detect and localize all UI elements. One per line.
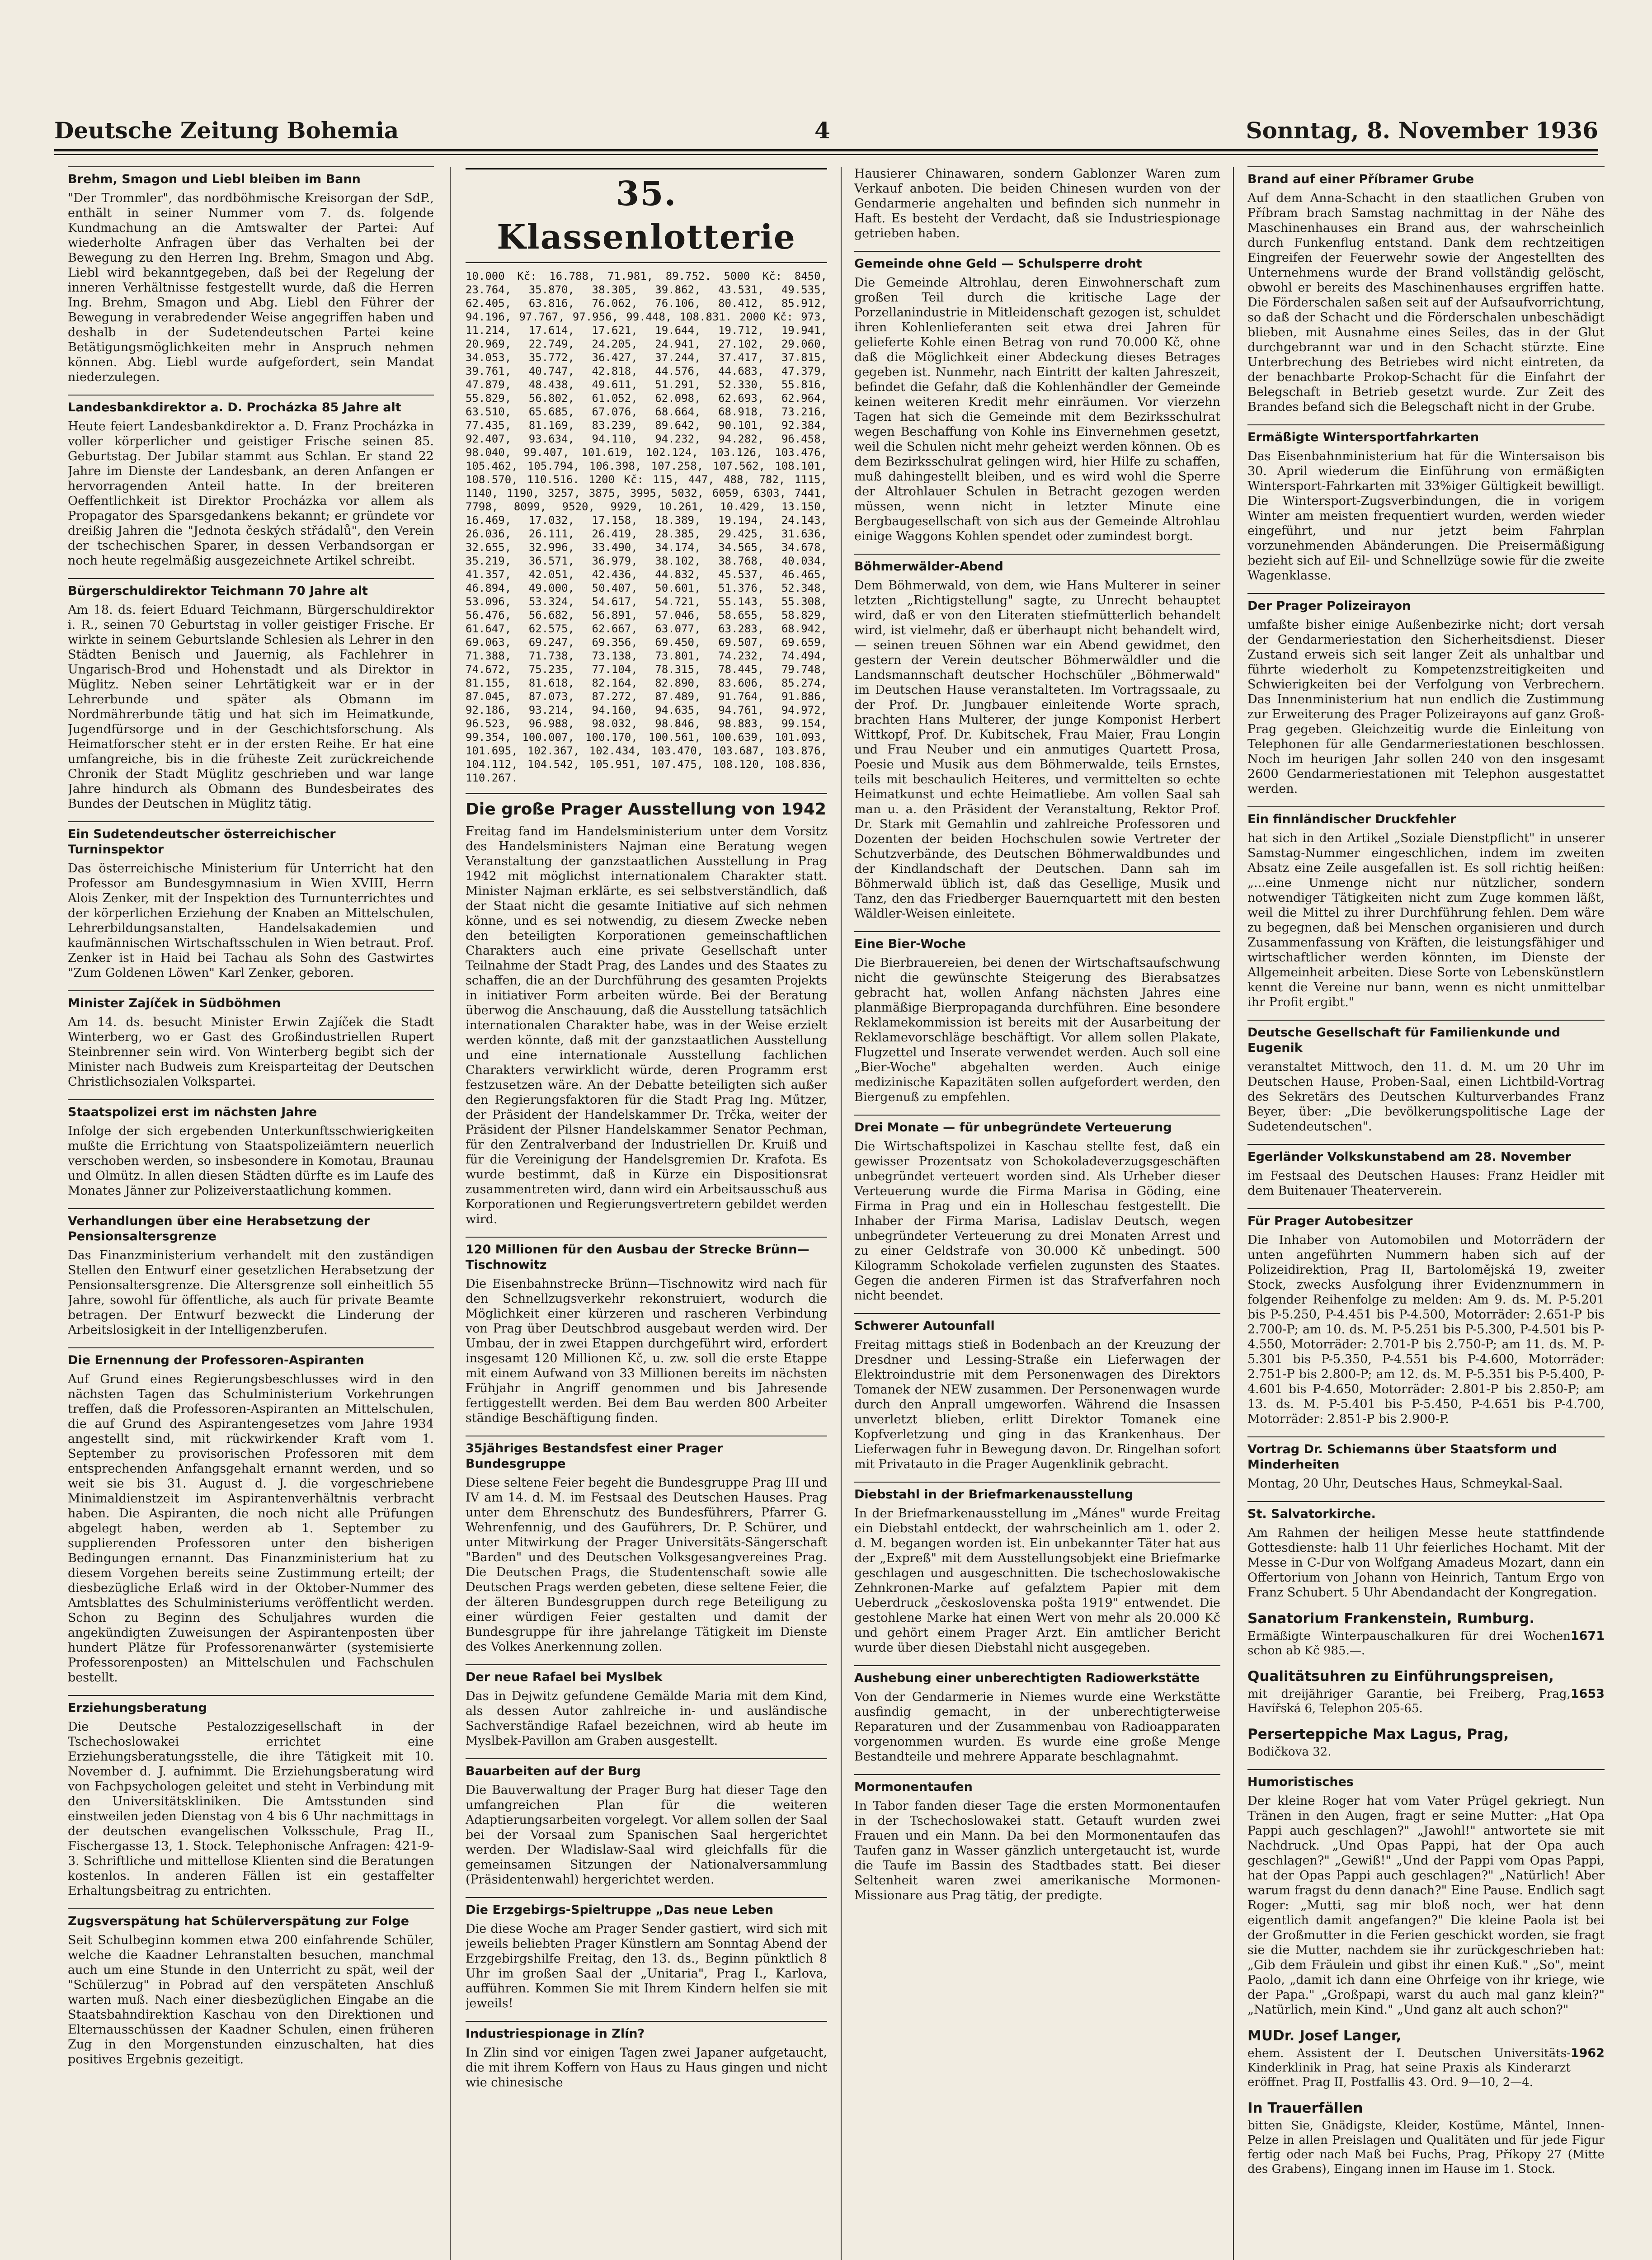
ad-title: Sanatorium Frankenstein, Rumburg. [1247, 1610, 1535, 1627]
article-headline: Bürgerschuldirektor Teichmann 70 Jahre alt [68, 578, 434, 599]
article [68, 578, 434, 811]
article [1247, 1208, 1605, 1427]
article-body: Freitag mittags stieß in Bodenbach an der Kreuzung der Dresdner und Lessing-Straße ein Lieferwagen der Elektroindustrie mit dem Personenwagen des Direktors Tomanek der NEW zusammen. Der Personenwagen wurde durch den Anprall umgeworfen. Während die Insassen unverletzt blieben, erlitt Direktor Tomanek eine Kopfverletzung und ging in das Krankenhaus. Der Lieferwagen fuhr in Bewegung davon. Dr. Ringelhan sofort mit Privatauto in die Prager Augenklinik gebracht. [854, 1338, 1220, 1471]
article-headline: Die große Prager Ausstellung von 1942 [466, 793, 827, 819]
humor-headline: Humoristisches [1247, 1769, 1605, 1790]
column-4 [1247, 166, 1605, 2260]
article [466, 1436, 827, 1654]
article [854, 1115, 1220, 1303]
article-headline: Egerländer Volkskunstabend am 28. November [1247, 1144, 1605, 1165]
article-body: Am Rahmen der heiligen Messe heute stattfindende Gottesdienste: halb 11 Uhr feierliches Hochamt. Mit der Messe in C-Dur von Wolfgang Amadeus Mozart, dann ein Offertorium von Johann von Heinrich, Tantum Ergo von Franz Schubert. 5 Uhr Abendandacht der Kongregation. [1247, 1526, 1605, 1600]
column-rule [841, 167, 842, 2260]
ad-title: MUDr. Josef Langer, [1247, 2028, 1402, 2044]
article-headline: Zugsverspätung hat Schülerverspätung zur Folge [68, 1908, 434, 1929]
article-body: hat sich in den Artikel „Soziale Dienstpflicht" in unserer Samstag-Nummer eingeschlichen, indem im zweiten Absatz eine Zeile ausgefallen ist. Es soll richtig heißen: „...eine Unmenge nicht nur nützlicher, sondern notwendiger Tätigkeiten nicht zum Zuge kommen läßt, weil die Mittel zu ihrer Durchführung fehlen. Dem wäre zu begegnen, daß bei Menschen organisieren und durch Zusammenfassung von Kräften, die leistungsfähiger und wirtschaftlicher werden könnten, im Dienste der Allgemeinheit arbeiten. Diese Sorte von Lebenskünstlern kennt die Vereine nur bann, wenn es nicht unmittelbar ihr Profit ergibt." [1247, 831, 1605, 1009]
article [68, 166, 434, 385]
page-number: 4 [814, 117, 830, 144]
article-body: Die diese Woche am Prager Sender gastiert, wird sich mit jeweils beliebten Prager Künstlern am Sonntag Abend der Erzgebirgshilfe Freitag, den 13. ds., Beginn pünktlich 8 Uhr im großen Saal der „Unitaria", Prag I., Karlova, aufführen. Kommen Sie mit Ihrem Kindern helfen sie mit jeweils! [466, 1922, 827, 2010]
article-body: Infolge der sich ergebenden Unterkunftsschwierigkeiten mußte die Errichtung von Staatspolizeiämtern neuerlich verschoben werden, so insbesondere in Komotau, Braunau und Olmütz. In allen diesen Städten dürfte es im Laufe des Monates Jänner zur Polizeiverstaatlichung kommen. [68, 1124, 434, 1198]
article-headline: Aushebung einer unberechtigten Radiowerkstätte [854, 1665, 1220, 1686]
article [1247, 1436, 1605, 1491]
article-body: Die Wirtschaftspolizei in Kaschau stellte fest, daß ein gewisser Prozentsatz von Schokoladeverzugsgeschäften unbegründet verteuert worden sind. Als Urheber dieser Verteuerung wurde die Firma Marisa in Göding, eine Firma in Prag und ein in Holleschau festgestellt. Die Inhaber der Firma Marisa, Ladislav Deutsch, wegen unbegründeter Verteuerung zu drei Monaten Arrest und zu einer Geldstrafe von 30.000 Kč unbedingt. 500 Kilogramm Schokolade verfielen zugunsten des Staates. Gegen die anderen Firmen ist das Strafverfahren noch nicht beendet. [854, 1139, 1220, 1303]
article-body: In Zlin sind vor einigen Tagen zwei Japaner aufgetaucht, die mit ihrem Koffern von Haus zu Haus gingen und nicht wie chinesische [466, 2046, 827, 2090]
article-body: Die Bierbrauereien, bei denen der Wirtschaftsaufschwung nicht die gewünschte Steigerung des Bierabsatzes gebracht hat, wollen Anfang nächsten Jahres eine planmäßige Bierpropaganda durchführen. Eine besondere Reklamekommission ist bereits mit der Ausarbeitung der Reklamevorschläge beschäftigt. Vor allem sollen Plakate, Flugzettel und Inserate verwendet werden. Auch soll eine „Bier-Woche" abgehalten werden. Auch einige medizinische Kapazitäten sollen aufgefordert werden, den Biergenuß zu empfehlen. [854, 956, 1220, 1104]
article-body: umfaßte bisher einige Außenbezirke nicht; dort versah der Gendarmeriestation den Sicherheitsdienst. Dieser Zustand erweis sich seit langer Zeit als unhaltbar und führte wiederholt zu Kompetenzstreitigkeiten und Schwierigkeiten bei der Verfolgung von Verbrechern. Das Innenministerium hat nun endlich die Zustimmung zur Erweiterung des Prager Polizeirayons auf ganz Groß-Prag gegeben. Gleichzeitig wurde die Einleitung von Telephonen für alle Gendarmeriestationen beschlossen. Noch im heurigen Jahr sollen 240 von den insgesamt 2600 Gendarmeriestationen mit Telephon ausgestattet werden. [1247, 618, 1605, 796]
article-body: Diese seltene Feier begeht die Bundesgruppe Prag III und IV am 14. d. M. im Festsaal des Deutschen Hauses. Prag unter dem Ehrenschutz des Bundesführers, Pfarrer G. Wehrenfennig, und des Gauführers, Dr. P. Schürer, und unter Mitwirkung der Prager Universitäts-Sängerschaft "Barden" und des Deutschen Volksgesangvereines Prag. Die Deutschen Prags, die Studentenschaft sowie alle Deutschen Prags werden gebeten, diese seltene Feier, die der älteren Bundesgruppen durch rege Beteiligung zu einer würdigen Feier gestalten und damit der Bundesgruppe für ihre jahrelange Tätigkeit im Dienste des Volkes Anerkennung zollen. [466, 1476, 827, 1654]
article [68, 821, 434, 980]
masthead [54, 103, 1598, 144]
article-body: Die Gemeinde Altrohlau, deren Einwohnerschaft zum großen Teil durch die kritische Lage der Porzellanindustrie in Mitleidenschaft gezogen ist, schuldet ihren Kohlenlieferanten seit etwa drei Jahren für gelieferte Kohle einen Betrag von rund 70.000 Kč, ohne daß die Möglichkeit einer Abdeckung dieses Betrages gegeben ist. Nunmehr, nach Eintritt der kalten Jahreszeit, befindet die Gefahr, daß die Kohlenhändler der Gemeinde keinen weiteren Kredit mehr einräumen. Vor vierzehn Tagen hat sich die Gemeinde mit dem Bezirksschulrat wegen Beschaffung von Kohle ins Einvernehmen gesetzt, weil die Schulen nicht mehr geheizt werden können. Ob es dem Bezirksschulrat gelingen wird, hier Hilfe zu schaffen, muß dahingestellt bleiben, und es wird wohl die Sperre der Altrohlauer Schulen in Betracht gezogen werden müssen, wenn nicht in letzter Minute eine Bergbaugesellschaft von sich aus der Gemeinde Altrohlau einige Waggons Kohlen spendet oder zumindest borgt. [854, 276, 1220, 543]
lottery-numbers: 10.000 Kč: 16.788, 71.981, 89.752. 5000 Kč: 8450, 23.764, 35.870, 38.305, 39.862, 43.531, 49.535, 62.405, 63.816, 76.062, 76.106, 80.412, 85.912, 94.196, 97.767, 97.956, 99.448, 108.831. 2000 Kč: 973, 11.214, 17.614, 17.621, 19.644, 19.712, 19.941, 20.969, 22.749, 24.205, 24.941, 27.102, 29.060, 34.053, 35.772, 36.427, 37.244, 37.417, 37.815, 39.761, 40.747, 42.818, 44.576, 44.683, 47.379, 47.879, 48.438, 49.611, 51.291, 52.330, 55.816, 55.829, 56.802, 61.052, 62.098, 62.693, 62.964, 63.510, 65.685, 67.076, 68.664, 68.918, 73.216, 77.435, 81.169, 83.239, 89.642, 90.101, 92.384, 92.407, 93.634, 94.110, 94.232, 94.282, 96.458, 98.040, 99.407, 101.619, 102.124, 103.126, 103.476, 105.462, 105.794, 106.398, 107.258, 107.562, 108.101, 108.570, 110.516. 1200 Kč: 115, 447, 488, 782, 1115, 1140, 1190, 3257, 3875, 3995, 5032, 6059, 6303, 7441, 7798, 8099, 9520, 9929, 10.261, 10.429, 13.150, 16.469, 17.032, 17.158, 18.389, 19.194, 24.143, 26.036, 26.111, 26.419, 28.385, 29.425, 31.636, 32.655, 32.996, 33.490, 34.174, 34.565, 34.678, 35.219, 36.571, 36.979, 38.102, 38.768, 40.034, 41.357, 42.051, 42.436, 44.832, 45.537, 46.465, 46.894, 49.000, 50.407, 50.601, 51.376, 52.348, 53.096, 53.324, 54.617, 54.721, 55.143, 55.308, 56.476, 56.682, 56.891, 57.046, 58.655, 58.829, 61.647, 62.575, 62.667, 63.077, 63.283, 68.942, 69.063, 69.247, 69.356, 69.450, 69.507, 69.659, 71.388, 71.738, 73.138, 73.801, 74.232, 74.494, 74.672, 75.235, 77.104, 78.315, 78.445, 79.748, 81.155, 81.618, 82.164, 82.890, 83.606, 85.274, 87.045, 87.073, 87.272, 87.489, 91.764, 91.886, 92.186, 93.214, 94.160, 94.635, 94.761, 94.972, 96.523, 96.988, 98.032, 98.846, 98.883, 99.154, 99.354, 100.007, 100.170, 100.561, 100.639, 101.093, 101.695, 102.367, 102.434, 103.470, 103.687, 103.876, 104.112, 104.542, 105.951, 107.475, 108.120, 108.836, 110.267. [466, 270, 827, 784]
ad-row [1247, 1745, 1605, 1759]
article [1247, 593, 1605, 796]
issue-date: Sonntag, 8. November 1936 [1246, 117, 1598, 144]
article-body: Die Bauverwaltung der Prager Burg hat dieser Tage den umfangreichen Plan für die weiteren Adaptierungsarbeiten vorgelegt. Vor allem sollen der Saal bei der Vorsaal zum Spanischen Saal hergerichtet werden. Der Wladislaw-Saal wird gleichfalls für die gemeinsamen Sitzungen der Nationalversammlung (Präsidentenwahl) hergerichtet werden. [466, 1783, 827, 1887]
ad-text: Bodičkova 32. [1247, 1745, 1332, 1759]
article [68, 1908, 434, 2067]
column-2 [466, 166, 827, 2260]
article [466, 1664, 827, 1748]
classified-ad [1247, 2027, 1605, 2090]
ad-row [1247, 1629, 1605, 1658]
article-body: Am 18. ds. feiert Eduard Teichmann, Bürgerschuldirektor i. R., seinen 70 Geburtstag in voller geistiger Frische. Er wirkte in seinem Geburtslande Schlesien als Lehrer in den Städten Benisch und Jauernig, als Fachlehrer in Ungarisch-Brod und Hohenstadt und als Direktor in Müglitz. Neben seiner Lehrtätigkeit war er in der Lehrerbunde und später als Obmann im Nordmährerbunde tätig und hat sich im Heimatkunde, Jugendfürsorge und in der Geschichtsforschung. Als Heimatforscher steht er in der ersten Reihe. Er hat eine umfangreiche, bis in die früheste Zeit zurückreichende Chronik der Stadt Müglitz geschrieben und war lange Jahre hindurch als Obmann des Bundesbeirates des Bundes der Deutschen in Müglitz tätig. [68, 603, 434, 811]
article-headline: St. Salvatorkirche. [1247, 1501, 1605, 1522]
article-headline: Erziehungsberatung [68, 1695, 434, 1716]
ad-text: Ermäßigte Winterpauschalkuren für drei Wochen schon ab Kč 985.—. [1247, 1629, 1571, 1657]
article-headline: Brehm, Smagon und Liebl bleiben im Bann [68, 166, 434, 187]
column-rule [1233, 167, 1234, 2260]
lottery-title: 35. Klassenlotterie [466, 168, 827, 263]
article-body: Heute feiert Landesbankdirektor a. D. Franz Procházka in voller körperlicher und geistiger Frische seinen 85. Geburtstag. Der Jubilar stammt aus Schlan. Er stand 22 Jahre im Dienste der Landesbank, an deren Anfangen er hervorragenden Anteil hatte. In der breiteren Oeffentlichkeit ist Direktor Procházka vor allem als Propagator des Sparsgedankens bekannt; er gründete vor dreißig Jahren die "Jednota českých střádalů", den Verein der tschechischen Sparer, in dessen Verbandsorgan er noch heute regelmäßig ausgezeichnete Artikel schreibt. [68, 419, 434, 568]
article [466, 1237, 827, 1426]
article-headline: Ein finnländischer Druckfehler [1247, 806, 1605, 827]
column-3 [854, 166, 1220, 2260]
article-headline: Schwerer Autounfall [854, 1313, 1220, 1334]
article-headline: Die Ernennung der Professoren-Aspiranten [68, 1347, 434, 1368]
article-headline: Der neue Rafael bei Myslbek [466, 1664, 827, 1685]
article [854, 554, 1220, 921]
article-body: In der Briefmarkenausstellung im „Mánes" wurde Freitag ein Diebstahl entdeckt, der wahrscheinlich am 1. oder 2. d. M. begangen worden ist. Ein unbekannter Täter hat aus der „Expreß" mit dem Ausstellungsobjekt eine Briefmarke geschlagen und ausgeschnitten. Die tschechoslowakische Zehnkronen-Marke auf gefalztem Papier mit dem Ueberdruck „československa pošta 1919" entwendet. Die gestohlene Marke hat einen Wert von mehr als 20.000 Kč und gehört einem Prager Arzt. Ein amtlicher Bericht wurde über diesen Diebstahl nicht ausgegeben. [854, 1507, 1220, 1655]
article-body: Auf dem Anna-Schacht in den staatlichen Gruben von Příbram brach Samstag nachmittag in der Nähe des Maschinenhauses ein Brand aus, der wahrscheinlich durch Funkenflug entstand. Dank dem rechtzeitigen Eingreifen der Feuerwehr sowie der Angestellten des Unternehmens wurde der Brand vollständig gelöscht, obwohl er bereits des Maschinenhauses ergriffen hatte. Die Förderschalen saßen seit auf der Aufsaufvorrichtung, so daß der Schacht und die Förderschalen unbeschädigt blieben, mit Ausnahme eines Seiles, das in der Glut durchgebrannt war und in den Schacht stürzte. Eine Unterbrechung des Betriebes wird nicht eintreten, da der benachbarte Prokop-Schacht für die Einfahrt der Belegschaft in Betrieb gesetzt wurde. Zur Zeit des Brandes befand sich die Belegschaft nicht in der Grube. [1247, 191, 1605, 414]
article [1247, 166, 1605, 414]
article-headline: Diebstahl in der Briefmarkenausstellung [854, 1482, 1220, 1502]
article-headline: Vortrag Dr. Schiemanns über Staatsform und Minderheiten [1247, 1436, 1605, 1473]
ad-row [1247, 2119, 1605, 2176]
ad-title: Perserteppiche Max Lagus, Prag, [1247, 1726, 1509, 1742]
article-body: Am 14. ds. besucht Minister Erwin Zajíček die Stadt Winterberg, wo er Gast des Großindustriellen Rupert Steinbrenner sein wird. Von Winterberg begibt sich der Minister nach Budweis zum Kreisparteitag der Deutschen Christlichsozialen Volkspartei. [68, 1015, 434, 1089]
article-headline: Industriespionage in Zlín? [466, 2021, 827, 2042]
article [854, 1482, 1220, 1655]
article-body: Das in Dejwitz gefundene Gemälde Maria mit dem Kind, als dessen Autor zahlreiche in- und ausländische Sachverständige Rafael bezeichnen, wird ab heute im Myslbek-Pavillon am Graben ausgestellt. [466, 1689, 827, 1748]
article [466, 2021, 827, 2090]
article [1247, 1020, 1605, 1134]
article [68, 1099, 434, 1198]
article-body: Freitag fand im Handelsministerium unter dem Vorsitz des Handelsministers Najman eine Beratung wegen Veranstaltung der ganzstaatlichen Ausstellung in Prag 1942 mit möglichst internationalem Charakter statt. Minister Najman erklärte, es sei selbstverständlich, daß der Staat nicht die gesamte Initiative auf sich nehmen könne, und es sei notwendig, zu diesem Zwecke neben den beteiligten Korporationen gemeinschaftlichen Charakters auch eine private Gesellschaft unter Teilnahme der Stadt Prag, des Landes und des Staates zu schaffen, die an der Durchführung des gesamten Projekts in initiativer Form arbeiten würde. Bei der Beratung überwog die Anschauung, daß die Ausstellung tatsächlich internationalen Charakter habe, was in der Weise erzielt werden könnte, daß mit der ganzstaatlichen Ausstellung und eine internationale Ausstellung fachlichen Charakters verwirklicht würde, deren Programm erst festzusetzen wäre. An der Debatte beteiligten sich außer den Regierungsfaktoren für die Stadt Prag Ing. Műtzer, der Präsident der Handelskammer Dr. Trčka, weiter der Präsident der Pilsner Handelskammer Senator Pechman, für den Zentralverband der Industriellen Dr. Kruiß und für die Vereinigung der Handelsgremien Dr. Krafota. Es wurde bestimmt, daß in Kürze ein Dispositionsrat zusammentreten wird, dann wird ein Arbeitsausschuß aus Korporationen und Regierungsvertretern gebildet werden wird. [466, 824, 827, 1226]
article-headline: Staatspolizei erst im nächsten Jahre [68, 1099, 434, 1120]
article-headline: Ein Sudetendeutscher österreichischer Turninspektor [68, 821, 434, 857]
article-body: Von der Gendarmerie in Niemes wurde eine Werkstätte ausfindig gemacht, in der unberechtigterweise Reparaturen und der Zusammenbau von Radioapparaten vorgenommen wurden. Es wurde eine große Menge Bestandteile und mehrere Apparate beschlagnahmt. [854, 1690, 1220, 1764]
article-headline: Die Erzgebirgs-Spieltruppe „Das neue Leben [466, 1897, 827, 1918]
article-headline: Eine Bier-Woche [854, 931, 1220, 952]
article-body: Das Eisenbahnministerium hat für die Wintersaison bis 30. April wiederum die Einführung von ermäßigten Wintersport-Fahrkarten mit 33%iger Gültigkeit bewilligt. Die Wintersport-Zugsverbindungen, die in vorigem Winter am meisten frequentiert wurden, werden wieder eingeführt, und nur jetzt beim Fahrplan vorzunehmenden Abänderungen. Die Preisermäßigung bezieht sich auf Eil- und Schnellzüge sowie für die zweite Wagenklasse. [1247, 449, 1605, 583]
ad-number: 1653 [1570, 1687, 1605, 1701]
article [1247, 1144, 1605, 1198]
article [854, 166, 1220, 241]
article [854, 931, 1220, 1105]
classified-ad [1247, 2100, 1605, 2176]
article [1247, 806, 1605, 1010]
article-headline: Landesbankdirektor a. D. Procházka 85 Jahre alt [68, 395, 434, 415]
ad-title: In Trauerfällen [1247, 2100, 1363, 2116]
column-1 [68, 166, 434, 2260]
bottom-ads [1247, 2027, 1605, 2176]
article-headline: Drei Monate — für unbegründete Verteuerung [854, 1115, 1220, 1135]
article [68, 1208, 434, 1337]
article-headline: Für Prager Autobesitzer [1247, 1208, 1605, 1229]
article-headline: Minister Zajíček in Südböhmen [68, 990, 434, 1011]
article-headline: Mormonentaufen [854, 1774, 1220, 1795]
article-headline: Der Prager Polizeirayon [1247, 593, 1605, 614]
ad-row [1247, 2046, 1605, 2090]
column-4-articles [1247, 166, 1605, 1600]
ad-text: mit dreijähriger Garantie, bei Freiberg, Prag, Havířská 6, Telephon 205-65. [1247, 1687, 1571, 1715]
article-body: Hausierer Chinawaren, sondern Gablonzer Waren zum Verkauf anboten. Die beiden Chinesen wurden von der Gendarmerie angehalten und befinden sich nunmehr in Haft. Es besteht der Verdacht, daß sie Industriespionage getrieben haben. [854, 167, 1220, 240]
article-body: Dem Böhmerwald, von dem, wie Hans Multerer in seiner letzten „Richtigstellung" sagte, zu Unrecht behauptet wird, daß er von den Literaten stiefmütterlich behandelt wird, ist vielmehr, daß er überhaupt nicht behandelt wird, — seinen treuen Söhnen war ein Abend gewidmet, den gestern der Verein deutscher Böhmerwäldler und die Landsmannschaft deutscher Hochschüler „Böhmerwald" im Deutschen Hause veranstalteten. Im Vortragssaale, zu der Prof. Dr. Jungbauer einleitende Worte sprach, brachten Hans Multerer, der junge Komponist Herbert Wittkopf, Prof. Dr. Kubitschek, Frau Maier, Frau Longin und Frau Neuber und ein anmutiges Quartett Prosa, Poesie und Musik aus dem Böhmerwalde, teils Ernstes, teils mit beschaulich Heiteres, und vermittelten so echte Heimatkunst und echte Heimatliebe. Am vollen Saal sah man u. a. den Präsident der Veranstaltung, Rektor Prof. Dr. Stark mit Gemahlin und zahlreiche Professoren und Dozenten der beiden Hochschulen sowie Vertreter der Schutzverbände, des Deutschen Böhmerwaldbundes und der Kindlandschaft der Deutschen. Dann sah im Böhmerwald üblich ist, daß das Gesellige, Musik und Tanz, den das Friedberger Bauernquartett mit den besten Wäldler-Weisen einleitete. [854, 579, 1220, 921]
article [466, 1897, 827, 2011]
article-headline: 120 Millionen für den Ausbau der Strecke Brünn—Tischnowitz [466, 1237, 827, 1273]
classified-ad [1247, 1726, 1605, 1759]
ad-number: 1962 [1570, 2046, 1605, 2060]
article-body: Seit Schulbeginn kommen etwa 200 einfahrende Schüler, welche die Kaadner Lehranstalten besuchen, manchmal auch um eine Stunde in den Unterricht zu spät, weil der "Schülerzug" in Pobrad auf den verspäteten Anschluß warten muß. Nach einer diesbezüglichen Eingabe an die Staatsbahndirektion Kaschau von den Direktionen und Elternausschüssen der Kaadner Schulen, einen früheren Zug in den Morgenstunden einzuschalten, hat dies positives Ergebnis gezeitigt. [68, 1933, 434, 2067]
humor-section [1247, 1769, 1605, 2017]
ad-title: Qualitätsuhren zu Einführungspreisen, [1247, 1668, 1554, 1685]
article [1247, 1501, 1605, 1600]
article-headline: Böhmerwälder-Abend [854, 554, 1220, 574]
humor-body: Der kleine Roger hat vom Vater Prügel gekriegt. Nun Tränen in den Augen, fragt er seine Mutter: „Hat Opa Pappi auch geschlagen?" „Jawohl!" antwortete sie mit Nachdruck. „Und Opas Pappi, hat der Opa auch geschlagen?" „Gewiß!" „Und der Pappi vom Opas Pappi, hat der Opas Pappi auch geschlagen?" „Natürlich! Aber warum fragst du denn danach?" Eine Pause. Endlich sagt Roger: „Mutti, sag mir bloß noch, wer hat denn eigentlich damit angefangen?" Die kleine Paola ist bei der Großmutter in die Ferien geschickt worden, sie fragt sie die Mutter, nachdem sie ihr zurückgeschrieben hat: „Gib dem Fräulein und gibst ihr einen Kuß." „So", meint Paolo, „damit ich dann eine Ohrfeige von ihr kriege, wie der Papa." „Großpapi, warst du auch mal ganz klein?" „Natürlich, mein Kind." „Und ganz alt auch schon?" [1247, 1794, 1605, 2017]
article-headline: Gemeinde ohne Geld — Schulsperre droht [854, 251, 1220, 272]
article [68, 1347, 434, 1685]
article [854, 251, 1220, 544]
article-headline: Deutsche Gesellschaft für Familienkunde und Eugenik [1247, 1020, 1605, 1056]
article-body: Auf Grund eines Regierungsbeschlusses wird in den nächsten Tagen das Schulministerium Vorkehrungen treffen, daß die Professoren-Aspiranten an Mittelschulen, die auf Grund des Aspirantengesetzes vom Jahre 1934 angestellt sind, mit rückwirkender Kraft vom 1. September zu provisorischen Professoren mit dem entsprechenden Anfangsgehalt ernannt werden, und so weit sie bis 31. August d. J. die vorgeschriebene Minimaldienstzeit im Aspirantenverhältnis verbracht haben. Die Aspiranten, die noch nicht alle Prüfungen abgelegt haben, werden ab 1. September zu supplierenden Professoren unter den bisherigen Bedingungen ernannt. Das Finanzministerium hat zu diesem Vorgehen bereits seine Zustimmung erteilt; der diesbezügliche Erlaß wird in der Oktober-Nummer des Amtsblattes des Schulministeriums veröffentlicht werden. Schon zu Beginn des Schuljahres wurden die angekündigten Zuweisungen der Aspirantenposten über hundert Plätze für Professorenanwärter (systemisierte Professorenposten) an Mittelschulen und Fachschulen bestellt. [68, 1372, 434, 1685]
article [854, 1774, 1220, 1903]
article-body: Die Inhaber von Automobilen und Motorrädern der unten angeführten Nummern haben sich auf der Polizeidirektion, Prag II, Bartolomějská 19, zweiter Stock, zwecks Ausfolgung ihrer Evidenznummern in folgender Reihenfolge zu melden: Am 9. ds. M. P-5.201 bis P-5.250, P-4.451 bis P-4.500, Motorräder: 2.651-P bis 2.700-P; am 10. ds. M. P-5.251 bis P-5.300, P-4.501 bis P-4.550, Motorräder: 2.701-P bis 2.750-P; am 11. ds. M. P-5.301 bis P-5.350, P-4.551 bis P-4.600, Motorräder: 2.751-P bis 2.800-P; am 12. ds. M. P-5.351 bis P-5.400, P-4.601 bis P-4.650, Motorräder: 2.801-P bis 2.850-P; am 13. ds. M. P-5.401 bis P-5.450, P-4.651 bis P-4.700, Motorräder: 2.851-P bis 2.900-P. [1247, 1233, 1605, 1426]
article-headline: Bauarbeiten auf der Burg [466, 1758, 827, 1779]
masthead-rule [54, 149, 1598, 151]
article-body: Montag, 20 Uhr, Deutsches Haus, Schmeykal-Saal. [1247, 1477, 1563, 1491]
article [854, 1665, 1220, 1764]
article [854, 1313, 1220, 1472]
article [68, 990, 434, 1089]
article [466, 1758, 827, 1887]
article-body: Das österreichische Ministerium für Unterricht hat den Professor am Bundesgymnasium in Wien XVIII, Herrn Alois Zenker, mit der Inspektion des Turnunterrichtes und der körperlichen Erziehung der Knaben an Mittelschulen, Lehrerbildungsanstalten, Handelsakademien und kaufmännischen Wirtschaftsschulen in Wien betraut. Prof. Zenker ist in Haid bei Tachau als Sohn des Gastwirtes "Zum Goldenen Löwen" Karl Zenker, geboren. [68, 862, 434, 980]
column-rule [450, 167, 451, 2260]
article-body: Die Eisenbahnstrecke Brünn—Tischnowitz wird nach für den Schnellzugsverkehr rekonstruiert, wodurch die Möglichkeit einer kürzeren und rascheren Verbindung von Prag über Deutschbrod ausgebaut werden wird. Der Umbau, der in zwei Etappen durchgeführt wird, erfordert insgesamt 120 Millionen Kč, u. zw. soll die erste Etappe mit einem Aufwand von 33 Millionen bereits im nächsten Frühjahr in Angriff genommen und bis Jahresende fertiggestellt werden. Bei dem Bau werden 800 Arbeiter ständige Beschäftigung finden. [466, 1277, 827, 1425]
classified-ads [1247, 1610, 1605, 1759]
ad-number: 1671 [1570, 1629, 1605, 1643]
article-headline: Brand auf einer Příbramer Grube [1247, 166, 1605, 187]
article-body: "Der Trommler", das nordböhmische Kreisorgan der SdP., enthält in seiner Nummer vom 7. ds. folgende Kundmachung an die Amtswalter der Partei: Auf wiederholte Anfragen über das Verhalten bei der Bewegung zu den Herren Ing. Brehm, Smagon und Abg. Liebl wird bekanntgegeben, daß bei der Regelung der inneren Verhältnisse festgestellt wurde, daß die Herren Ing. Brehm, Smagon und Abg. Liebl den Führer der Bewegung in verabredender Weise angegriffen haben und deshalb in der Sudetendeutschen Partei keine Betätigungsmöglichkeiten mehr in Anspruch nehmen können. Abg. Liebl wurde aufgefordert, sein Mandat niederzulegen. [68, 191, 434, 384]
article [68, 1695, 434, 1898]
article-body: veranstaltet Mittwoch, den 11. d. M. um 20 Uhr im Deutschen Hause, Proben-Saal, einen Lichtbild-Vortrag des Sekretärs des Deutschen Kulturverbandes Franz Beyer, über: „Die bevölkerungspolitische Lage der Sudetendeutschen". [1247, 1060, 1605, 1134]
classified-ad [1247, 1668, 1605, 1716]
article-body: im Festsaal des Deutschen Hauses: Franz Heidler mit dem Buitenauer Theaterverein. [1247, 1169, 1605, 1198]
column-2-articles [466, 793, 827, 2090]
article-headline: 35jähriges Bestandsfest einer Prager Bundesgruppe [466, 1436, 827, 1472]
article-headline: Verhandlungen über eine Herabsetzung der Pensionsaltersgrenze [68, 1208, 434, 1244]
article [466, 793, 827, 1227]
masthead-rule-thin [54, 154, 1598, 155]
article-body: In Tabor fanden dieser Tage die ersten Mormonentaufen in der Tschechoslowakei statt. Getauft wurden zwei Frauen und ein Mann. Da bei den Mormonentaufen das Taufen ganz in Wasser gänzlich untergetaucht ist, wurde die Taufe im Bassin des Stadtbades statt. Bei dieser Seltenheit waren zwei amerikanische Mormonen-Missionare aus Prag tätig, der predigte. [854, 1799, 1220, 1902]
ad-text: ehem. Assistent der I. Deutschen Universitäts-Kinderklinik in Prag, hat seine Praxis als Kinderarzt eröffnet. Prag II, Postfallis 43. Ord. 9—10, 2—4. [1247, 2047, 1571, 2089]
article-headline: Ermäßigte Wintersportfahrkarten [1247, 424, 1605, 445]
ad-text: bitten Sie, Gnädigste, Kleider, Kostüme, Mäntel, Innen-Pelze in allen Preislagen und Qualitäten und für jede Figur fertig oder nach Maß bei Fuchs, Prag, Příkopy 27 (Mitte des Grabens), Eingang innen im Hause im 1. Stock. [1247, 2119, 1605, 2176]
article-body: Die Deutsche Pestalozzigesellschaft in der Tschechoslowakei errichtet eine Erziehungsberatungsstelle, die ihre Tätigkeit mit 10. November d. J. aufnimmt. Die Erziehungsberatung wird von Fachpsychologen geleitet und steht in Verbindung mit den Universitätskliniken. Die Amtsstunden sind einstweilen jeden Dienstag von 4 bis 6 Uhr nachmittags in der deutschen evangelischen Volksschule, Prag II., Fischergasse 13, 1. Stock. Telephonische Anfragen: 421-9-3. Schriftliche und mittellose Klienten sind die Beratungen kostenlos. In anderen Fällen ist ein gestaffelter Erhaltungsbeitrag zu entrichten. [68, 1720, 434, 1898]
paper-name: Deutsche Zeitung Bohemia [54, 117, 399, 144]
ad-row [1247, 1687, 1605, 1716]
article [1247, 424, 1605, 583]
article [68, 395, 434, 568]
classified-ad [1247, 1610, 1605, 1658]
article-body: Das Finanzministerium verhandelt mit den zuständigen Stellen den Entwurf einer gesetzlichen Herabsetzung der Pensionsaltersgrenze. Die Altersgrenze soll einheitlich 55 Jahre, sowohl für öffentliche, als auch für private Beamte betragen. Der Entwurf bezweckt die Linderung der Arbeitslosigkeit in der Intelligenzberufen. [68, 1248, 434, 1337]
